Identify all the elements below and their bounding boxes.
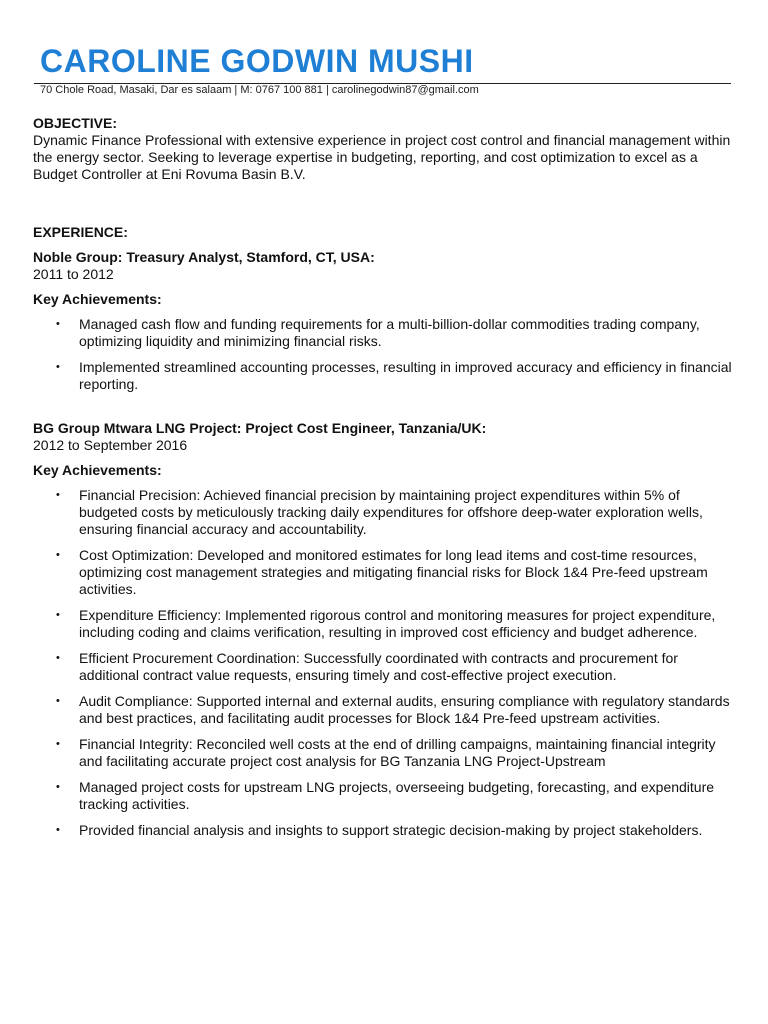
- list-item: [33, 607, 733, 641]
- list-item-text: Expenditure Efficiency: Implemented rigorous control and monitoring measures for project expenditure, including coding and claims verification, resulting in improved cost efficiency and budget adherence.: [79, 607, 716, 640]
- bullet-icon: •: [56, 609, 60, 621]
- list-item-text: Financial Integrity: Reconciled well costs at the end of drilling campaigns, maintaining financial integrity and facilitating accurate project cost analysis for BG Tanzania LNG Project-Upstream: [79, 736, 716, 769]
- list-item: [33, 487, 733, 538]
- bullet-icon: •: [56, 781, 60, 793]
- bullet-icon: •: [56, 361, 60, 373]
- objective-text: Dynamic Finance Professional with extensive experience in project cost control and financial management within the energy sector. Seeking to leverage expertise in budgeting, reporting, and cost optimization to excel as a Budget Controller at Eni Rovuma Basin B.V.: [33, 132, 731, 182]
- experience-heading: EXPERIENCE:: [33, 224, 128, 240]
- bullet-icon: •: [56, 549, 60, 561]
- job-entry: [33, 249, 733, 393]
- candidate-name: CAROLINE GODWIN MUSHI: [40, 43, 474, 79]
- bullet-icon: •: [56, 652, 60, 664]
- list-item: [33, 316, 733, 350]
- list-item: [33, 779, 733, 813]
- achievements-list: [33, 487, 733, 839]
- bullet-icon: •: [56, 318, 60, 330]
- job-title: BG Group Mtwara LNG Project: Project Cost Engineer, Tanzania/UK:: [33, 420, 487, 436]
- list-item-text: Financial Precision: Achieved financial precision by maintaining project expenditures within 5% of budgeted costs by meticulously tracking daily expenditures for offshore deep-water exploration wells, ensuring financial accuracy and accountability.: [79, 487, 703, 537]
- bullet-icon: •: [56, 489, 60, 501]
- list-item: [33, 822, 733, 839]
- list-item-text: Managed project costs for upstream LNG projects, overseeing budgeting, forecasting, and expenditure tracking activities.: [79, 779, 715, 812]
- achievements-list: [33, 316, 733, 393]
- resume-body: [33, 115, 733, 848]
- job-title: Noble Group: Treasury Analyst, Stamford, CT, USA:: [33, 249, 375, 265]
- list-item: [33, 693, 733, 727]
- job-dates: 2011 to 2012: [33, 266, 114, 282]
- list-item-text: Managed cash flow and funding requirements for a multi-billion-dollar commodities trading company, optimizing liquidity and minimizing financial risks.: [79, 316, 700, 349]
- contact-line: 70 Chole Road, Masaki, Dar es salaam | M: 0767 100 881 | carolinegodwin87@gmail.com: [40, 84, 479, 96]
- list-item-text: Efficient Procurement Coordination: Successfully coordinated with contracts and procurement for additional contract value requests, ensuring timely and cost-effective project execution.: [79, 650, 678, 683]
- bullet-icon: •: [56, 824, 60, 836]
- job-entry: [33, 420, 733, 839]
- job-dates: 2012 to September 2016: [33, 437, 188, 453]
- list-item: [33, 650, 733, 684]
- list-item: [33, 736, 733, 770]
- list-item: [33, 547, 733, 598]
- objective-heading: OBJECTIVE:: [33, 115, 118, 131]
- bullet-icon: •: [56, 738, 60, 750]
- list-item-text: Audit Compliance: Supported internal and external audits, ensuring compliance with regulatory standards and best practices, and facilitating audit processes for Block 1&4 Pre-feed upstream activities.: [79, 693, 730, 726]
- list-item: [33, 359, 733, 393]
- list-item-text: Cost Optimization: Developed and monitored estimates for long lead items and cost-time resources, optimizing cost management strategies and mitigating financial risks for Block 1&4 Pre-feed upstream activities.: [79, 547, 708, 597]
- list-item-text: Implemented streamlined accounting processes, resulting in improved accuracy and efficiency in financial reporting.: [79, 359, 732, 392]
- achievements-label: Key Achievements:: [33, 291, 162, 307]
- list-item-text: Provided financial analysis and insights to support strategic decision-making by project stakeholders.: [79, 822, 703, 838]
- achievements-label: Key Achievements:: [33, 462, 162, 478]
- bullet-icon: •: [56, 695, 60, 707]
